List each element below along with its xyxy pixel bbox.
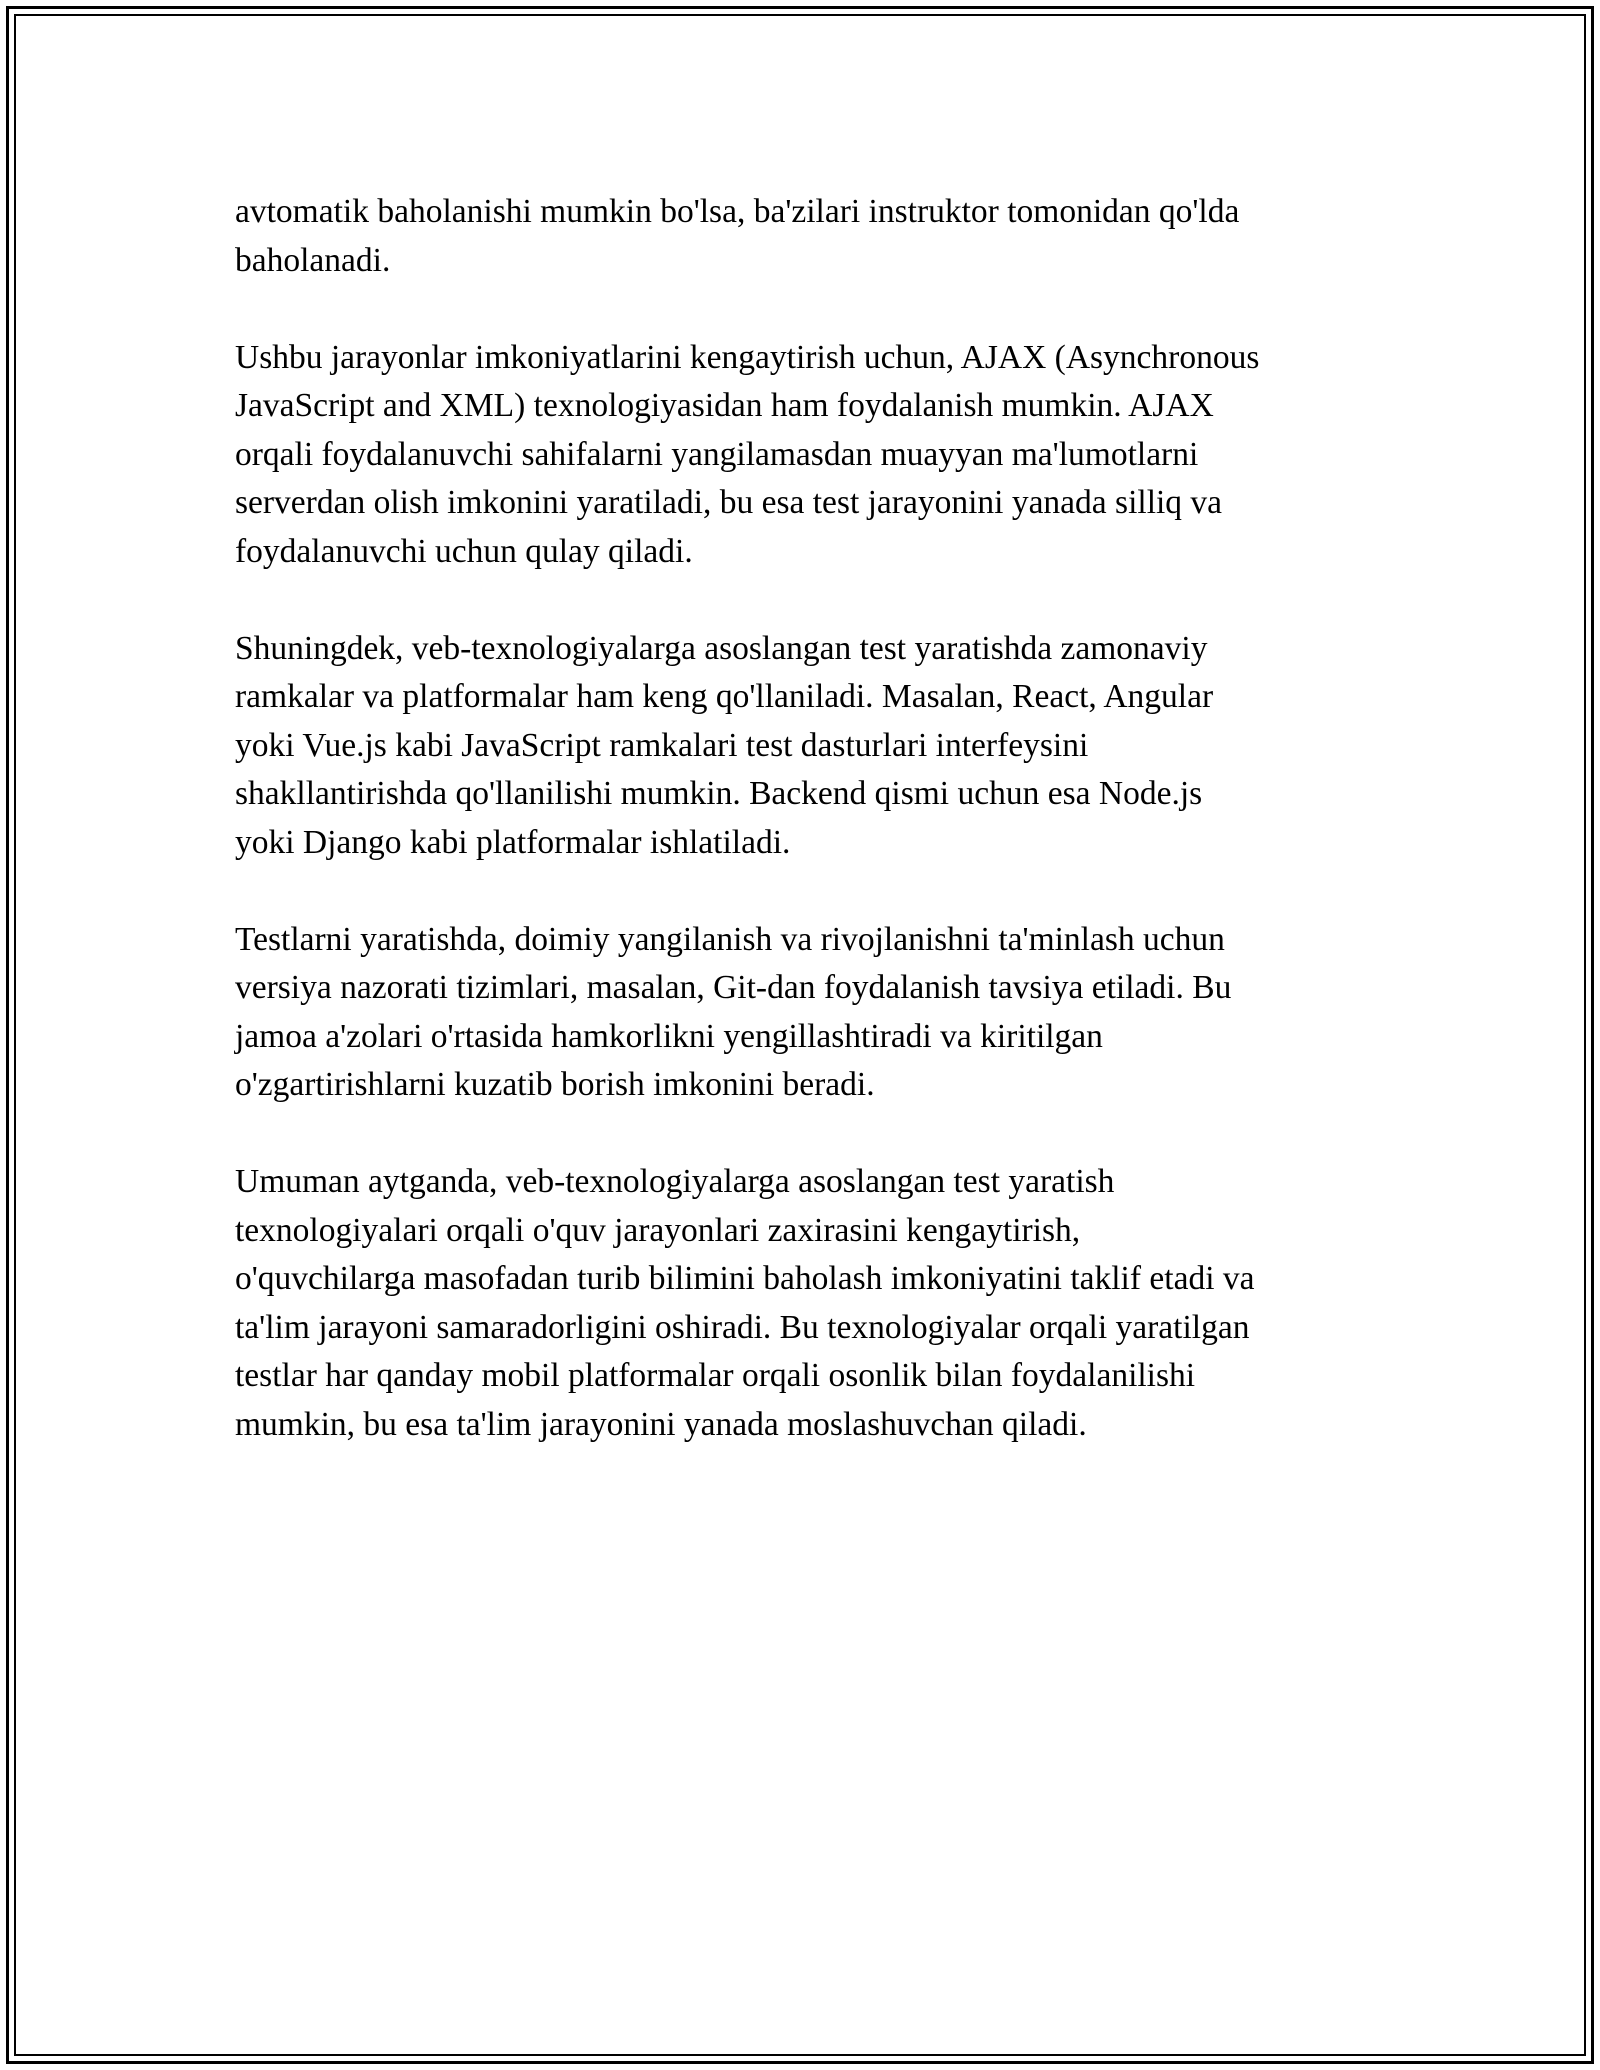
paragraph-3: Shuningdek, veb-texnologiyalarga asoslangan test yaratishda zamonaviy ramkalar va platformalar ham keng qo'llaniladi. Masalan, React, Angular yoki Vue.js kabi JavaScript ramkalari test dasturlari interfeysini shakllantirishda qo'llanilishi mumkin. Backend qismi uchun esa Node.js yoki Django kabi platformalar ishlatiladi. <box>235 629 1214 861</box>
body-text <box>235 188 1375 1498</box>
paragraph-5: Umuman aytganda, veb-texnologiyalarga asoslangan test yaratish texnologiyalari orqali o'quv jarayonlari zaxirasini kengaytirish, o'quvchilarga masofadan turib bilimini baholash imkoniyatini taklif etadi va ta'lim jarayoni samaradorligini oshiradi. Bu texnologiyalar orqali yaratilgan testlar har qanday mobil platformalar orqali osonlik bilan foydalanilishi mumkin, bu esa ta'lim jarayonini yanada moslashuvchan qiladi. <box>235 1163 1255 1443</box>
paragraph-2: Ushbu jarayonlar imkoniyatlarini kengaytirish uchun, AJAX (Asynchronous JavaScript and XML) texnologiyasidan ham foydalanish mumkin. AJAX orqali foydalanuvchi sahifalarni yangilamasdan muayyan ma'lumotlarni serverdan olish imkonini yaratiladi, bu esa test jarayonini yanada silliq va foydalanuvchi uchun qulay qiladi. <box>235 338 1260 570</box>
paragraph-1: avtomatik baholanishi mumkin bo'lsa, ba'zilari instruktor tomonidan qo'lda baholanadi. <box>235 193 1240 279</box>
paragraph-4: Testlarni yaratishda, doimiy yangilanish va rivojlanishni ta'minlash uchun versiya nazorati tizimlari, masalan, Git-dan foydalanish tavsiya etiladi. Bu jamoa a'zolari o'rtasida hamkorlikni yengillashtiradi va kiritilgan o'zgartirishlarni kuzatib borish imkonini beradi. <box>235 920 1232 1103</box>
